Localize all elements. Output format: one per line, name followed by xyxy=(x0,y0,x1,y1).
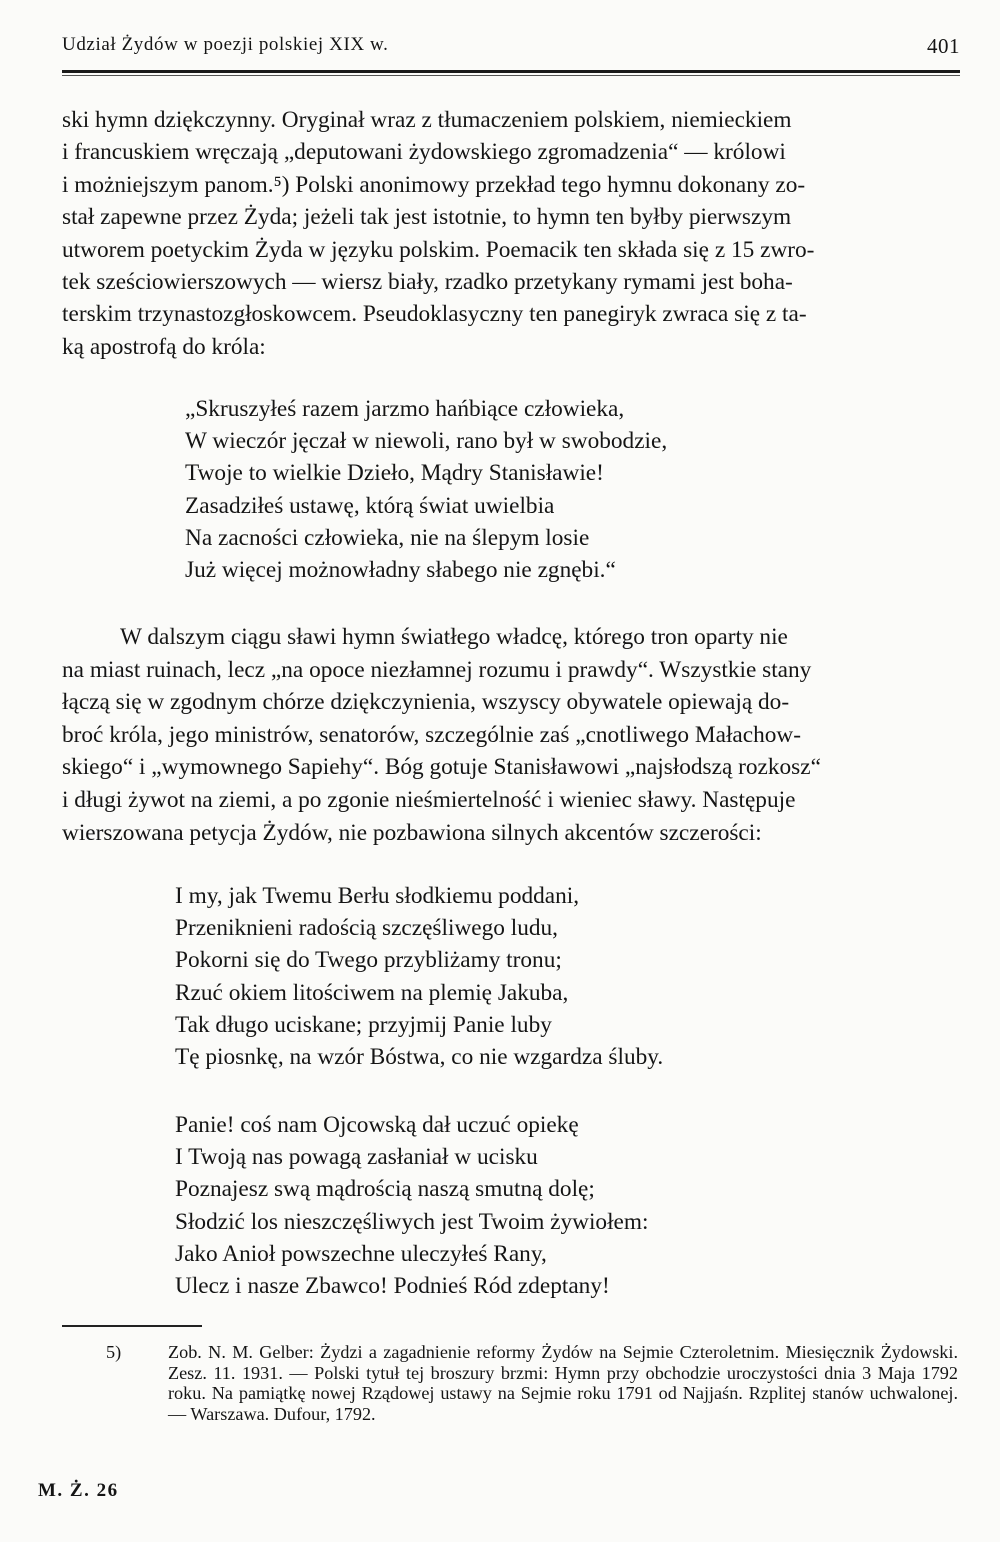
text-line: i możniejszym panom.⁵) Polski anonimowy przekład tego hymnu dokonany zo- xyxy=(62,171,806,198)
text-line: na miast ruinach, lecz „na opoce niezłamnej rozumu i prawdy“. Wszystkie stany xyxy=(62,656,812,683)
verse-line: Tę piosnkę, na wzór Bóstwa, co nie wzgardza śluby. xyxy=(175,1044,664,1071)
page-number: 401 xyxy=(927,34,960,58)
header-rule xyxy=(62,70,960,73)
running-header xyxy=(62,34,960,64)
verse-line: Przeniknieni radością szczęśliwego ludu, xyxy=(175,915,558,942)
footnote-mark: 5) xyxy=(106,1342,122,1362)
verse-line: Rzuć okiem litościwem na plemię Jakuba, xyxy=(175,979,569,1006)
text-line: i francuskiem wręczają „deputowani żydowskiego zgromadzenia“ — królowi xyxy=(62,139,786,166)
verse-line: „Skruszyłeś razem jarzmo hańbiące człowieka, xyxy=(185,396,625,422)
verse-line: Już więcej możnowładny słabego nie zgnębi.“ xyxy=(185,557,616,584)
running-title: Udział Żydów w poezji polskiej XIX w. xyxy=(62,34,389,55)
verse-quote-2 xyxy=(175,880,663,1073)
footnote-rule xyxy=(62,1325,202,1327)
verse-line: I my, jak Twemu Berłu słodkiemu poddani, xyxy=(175,883,580,909)
verse-line: Pokorni się do Twego przybliżamy tronu; xyxy=(175,947,562,974)
verse-line: Ulecz i nasze Zbawco! Podnieś Ród zdeptany! xyxy=(175,1273,610,1300)
text-line: utworem poetyckim Żyda w języku polskim. Poemacik ten składa się z 15 zwro- xyxy=(62,236,815,263)
verse-line: I Twoją nas powagą zasłaniał w ucisku xyxy=(175,1144,538,1171)
text-line: i długi żywot na ziemi, a po zgonie nieśmiertelność i wieniec sławy. Następuje xyxy=(62,786,796,813)
verse-line: Tak długo uciskane; przyjmij Panie luby xyxy=(175,1011,552,1038)
header-rule-thin xyxy=(62,75,960,76)
verse-line: Poznajesz swą mądrością naszą smutną dolę; xyxy=(175,1176,595,1203)
second-paragraph xyxy=(62,621,958,849)
text-line: broć króla, jego ministrów, senatorów, szczególnie zaś „cnotliwego Małachow- xyxy=(62,721,801,748)
verse-quote-3 xyxy=(175,1109,649,1302)
verse-line: Na zacności człowieka, nie na ślepym losie xyxy=(185,524,590,551)
verse-quote-1 xyxy=(185,393,667,586)
intro-paragraph xyxy=(62,104,958,363)
verse-line: W wieczór jęczał w niewoli, rano był w swobodzie, xyxy=(185,428,668,455)
printer-signature: M. Ż. 26 xyxy=(38,1480,119,1501)
text-line: tek sześciowierszowych — wiersz biały, rzadko przetykany rymami jest boha- xyxy=(62,269,793,296)
verse-line: Jako Anioł powszechne uleczyłeś Rany, xyxy=(175,1240,547,1267)
text-line: skiego“ i „wymownego Sapiehy“. Bóg gotuje Stanisławowi „najsłodszą rozkosz“ xyxy=(62,754,821,781)
text-line: terskim trzynastozgłoskowcem. Pseudoklasyczny ten panegiryk zwraca się z ta- xyxy=(62,301,807,328)
text-line: ką apostrofą do króla: xyxy=(62,333,266,360)
text-line: wierszowana petycja Żydów, nie pozbawiona silnych akcentów szczerości: xyxy=(62,819,762,846)
verse-line: Twoje to wielkie Dzieło, Mądry Stanisławie! xyxy=(185,460,604,487)
verse-line: Panie! coś nam Ojcowską dał uczuć opiekę xyxy=(175,1112,579,1138)
text-line: stał zapewne przez Żyda; jeżeli tak jest istotnie, to hymn ten byłby pierwszym xyxy=(62,204,792,231)
text-line: W dalszym ciągu sławi hymn światłego władcę, którego tron oparty nie xyxy=(120,624,788,650)
verse-line: Słodzić los nieszczęśliwych jest Twoim żywiołem: xyxy=(175,1208,649,1235)
text-line: ski hymn dziękczynny. Oryginał wraz z tłumaczeniem polskiem, niemieckiem xyxy=(62,107,792,133)
text-line: łączą się w zgodnym chórze dziękczynienia, wszyscy obywatele opiewają do- xyxy=(62,689,790,716)
footnote-text: Zob. N. M. Gelber: Żydzi a zagadnienie reformy Żydów na Sejmie Czteroletnim. Miesięcznik Żydowski. Zesz. 11. 1931. — Polski tytuł tej broszury brzmi: Hymn przy obchodzie uroczystości dnia 3 Maja 1792 roku. Na pamiątkę nowej Rządowej ustawy na Sejmie roku 1791 od Najjaśn. Rzplitej stanów uchwalonej. — Warszawa. Dufour, 1792. xyxy=(168,1342,958,1424)
verse-line: Zasadziłeś ustawę, którą świat uwielbia xyxy=(185,492,555,519)
